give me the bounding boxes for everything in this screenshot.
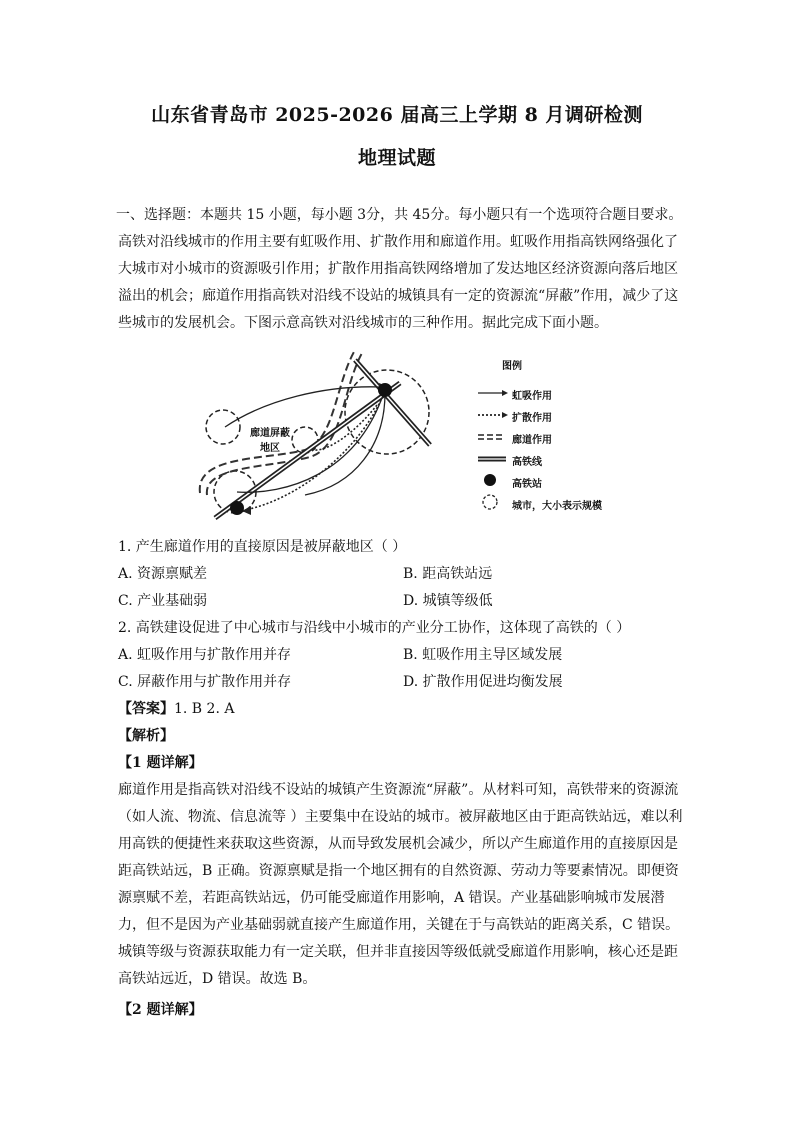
rail-effects-diagram — [185, 345, 445, 525]
question-2-option-d: D. 扩散作用促进均衡发展 — [403, 674, 563, 690]
question-1-option-b: B. 距高铁站远 — [403, 566, 493, 582]
station-dot-lower — [230, 501, 244, 515]
city-circle-left — [206, 410, 240, 444]
q1-detail-text: 廊道作用是指高铁对沿线不设站的城镇产生资源流“屏蔽”。从材料可知，高铁带来的资源流（如人流、物流、信息流等 ）主要集中在设站的城市。被屏蔽地区由于距高铁站远，难以利用高铁的便捷性来获取这些资源，从而导致发展机会减少，所以产生廊道作用的直接原因是距高铁站远，B 正确。资源禀赋是指一个地区拥有的自然资源、劳动力等要素情况。即便资源禀赋不差，若距高铁站远，仍可能受廊道作用影响，A 错误。产业基础影响城市发展潜力，但不是因为产业基础弱就直接产生廊道作用，关键在于与高铁站的距离关系，C 错误。城镇等级与资源获取能力有一定关联，但并非直接因等级低就受廊道作用影响，核心还是距高铁站远近，D 错误。故选 B。 — [118, 782, 683, 987]
city-circle-icon — [483, 495, 497, 509]
legend-label-siphon: 虹吸作用 — [512, 391, 552, 402]
region-label — [245, 426, 295, 456]
analysis-label: 【解析】 — [118, 728, 174, 744]
question-1-stem: 1. 产生廊道作用的直接原因是被屏蔽地区（ ） — [118, 539, 407, 555]
region-label-line2: 地区 — [260, 443, 280, 454]
q1-detail-label: 【1 题详解】 — [118, 755, 203, 771]
legend-label-city: 城市，大小表示规模 — [512, 501, 602, 512]
question-1-option-d: D. 城镇等级低 — [403, 593, 493, 609]
q2-detail-label: 【2 题详解】 — [118, 1002, 203, 1018]
question-intro — [118, 202, 688, 337]
station-dot-upper — [378, 383, 392, 397]
siphon-arrow-1 — [225, 387, 381, 427]
question-2-option-c: C. 屏蔽作用与扩散作用并存 — [118, 674, 292, 690]
material-text: 高铁对沿线城市的作用主要有虹吸作用、扩散作用和廊道作用。虹吸作用指高铁网络强化了大城市对小城市的资源吸引作用；扩散作用指高铁网络增加了发达地区经济资源向落后地区溢出的机会；廊道作用指高铁对沿线不设站的城镇具有一定的资源流“屏蔽”作用，减少了这些城市的发展机会。下图示意高铁对沿线城市的三种作用。据此完成下面小题。 — [118, 234, 679, 331]
rail-line-main-inner — [215, 383, 400, 518]
legend-icons — [476, 383, 510, 513]
station-dot-icon — [484, 474, 496, 486]
section-heading: 一、选择题：本题共 15 小题，每小题 3分，共 45分。每小题只有一个选项符合题目要求。 — [116, 207, 683, 223]
double-dash-icon — [478, 435, 504, 439]
region-label-line1: 廊道屏蔽 — [250, 428, 290, 439]
question-2-stem: 2. 高铁建设促进了中心城市与沿线中小城市的产业分工协作，这体现了高铁的（ ） — [118, 620, 631, 636]
legend-label-rail: 高铁线 — [512, 457, 542, 468]
legend-label-station: 高铁站 — [512, 479, 542, 490]
page-subtitle: 地理试题 — [357, 147, 436, 169]
question-1-option-a: A. 资源禀赋差 — [118, 566, 208, 582]
question-2-option-a: A. 虹吸作用与扩散作用并存 — [118, 647, 292, 663]
page-title: 山东省青岛市 2025-2026 届高三上学期 8 月调研检测 — [151, 104, 643, 126]
arrow-solid-icon — [478, 390, 508, 396]
legend-title: 图例 — [502, 361, 522, 372]
legend-label-diffusion: 扩散作用 — [512, 413, 552, 424]
legend-label-corridor: 廊道作用 — [512, 435, 552, 446]
answer-label: 【答案】 — [118, 701, 174, 717]
rail-line-cross-inner — [355, 360, 430, 445]
answer-text: 1. B 2. A — [174, 701, 235, 717]
arrow-dotted-icon — [478, 412, 508, 418]
question-2-option-b: B. 虹吸作用主导区域发展 — [403, 647, 563, 663]
question-1-option-c: C. 产业基础弱 — [118, 593, 208, 609]
answer-line — [118, 699, 234, 719]
